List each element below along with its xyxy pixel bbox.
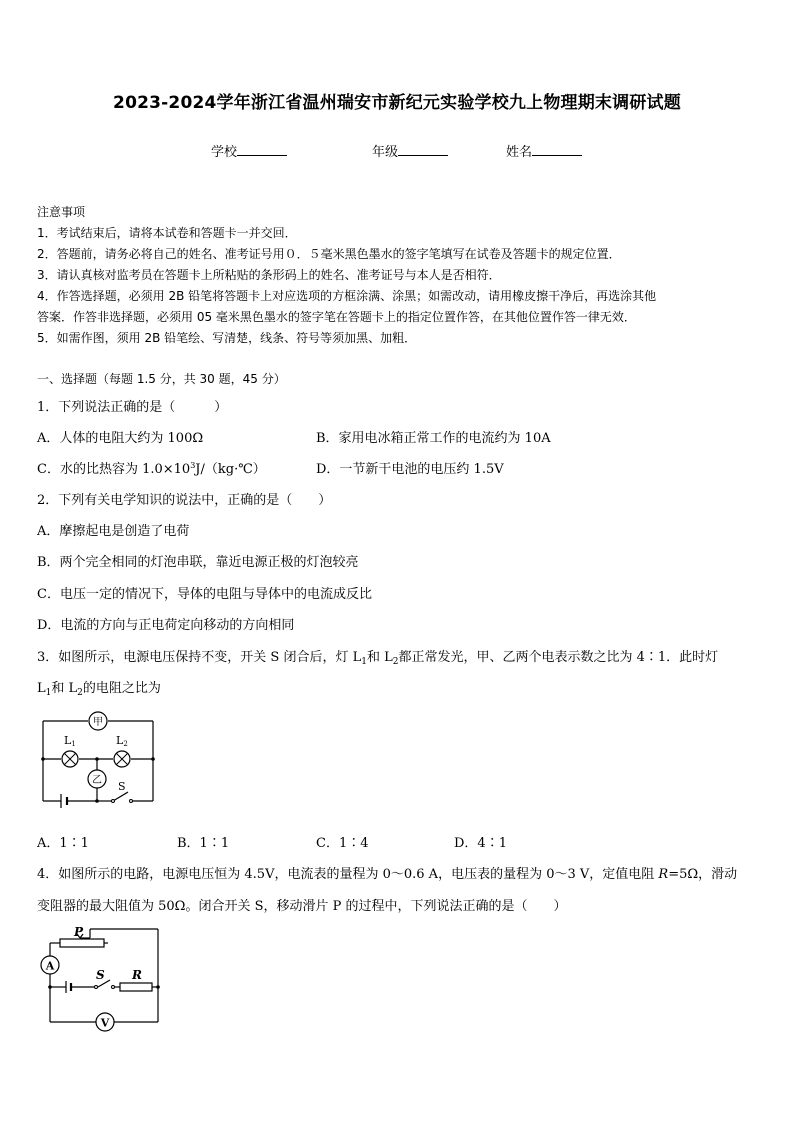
resistor-icon [120, 983, 152, 991]
lamp-l1-icon [62, 751, 78, 767]
q3-circuit-diagram [36, 708, 161, 808]
school-blank[interactable] [237, 143, 287, 156]
slider-label: P [74, 925, 84, 939]
grade-blank[interactable] [398, 143, 448, 156]
q3-option-c[interactable]: C．1∶4 [316, 836, 369, 851]
q3-stem-sub: 2 [392, 657, 399, 667]
q2-option-a[interactable]: A．摩擦起电是创造了电荷 [37, 524, 190, 539]
q4-stem-part: 4．如图所示的电路，电源电压恒为 4.5V，电流表的量程为 0～0.6 A，电压表的量程为 0～3 V，定值电阻 [37, 867, 659, 882]
meter-yi-label: 乙 [92, 775, 102, 786]
q1-stem: 1．下列说法正确的是（ ） [37, 400, 228, 415]
notice-item: 3．请认真核对监考员在答题卡上所粘贴的条形码上的姓名、准考证号与本人是否相符． [37, 268, 501, 282]
name-blank[interactable] [532, 143, 582, 156]
q4-stem-line2: 变阻器的最大阻值为 50Ω。闭合开关 S，移动滑片 P 的过程中，下列说法正确的是（ ） [37, 899, 567, 914]
notice-item: 1．考试结束后，请将本试卷和答题卡一并交回． [37, 226, 297, 240]
lamp-l2-icon [114, 751, 130, 767]
ammeter-label: A [45, 959, 55, 973]
q3-stem-sub: 2 [77, 688, 83, 698]
lamp-l2-label: L2 [116, 734, 128, 748]
q4-stem-line1 [37, 863, 737, 882]
grade-field [372, 141, 448, 160]
lamp-l1-label: L1 [64, 734, 76, 748]
q2-option-c[interactable]: C．电压一定的情况下，导体的电阻与导体中的电流成反比 [37, 587, 372, 602]
exam-title: 2023-2024学年浙江省温州瑞安市新纪元实验学校九上物理期末调研试题 [113, 93, 681, 113]
resistor-label: R [132, 968, 142, 982]
rheostat-icon [60, 939, 104, 947]
q3-option-d[interactable]: D．4∶1 [454, 836, 507, 851]
voltmeter-icon [96, 1013, 114, 1031]
battery-icon [66, 981, 71, 993]
notice-item: 答案．作答非选择题，必须用 05 毫米黑色墨水的签字笔在答题卡上的指定位置作答，在其他位置作答一律无效． [37, 310, 636, 324]
switch-label: S [96, 968, 105, 982]
school-field [211, 141, 287, 160]
section-heading: 一、选择题（每题 1.5 分，共 30 题，45 分） [37, 372, 286, 386]
q1-option-c-unit: J/（kg·℃） [195, 462, 266, 477]
name-label: 姓名 [506, 145, 533, 160]
q2-option-b[interactable]: B．两个完全相同的灯泡串联，靠近电源正极的灯泡较亮 [37, 555, 359, 570]
q3-stem-part: 3．如图所示，电源电压保持不变，开关 S 闭合后，灯 L [37, 650, 362, 665]
ammeter-icon [41, 956, 59, 974]
q3-stem-sub: 1 [45, 688, 52, 698]
switch-label: S [118, 780, 126, 793]
q1-option-c-exponent: 3 [190, 461, 196, 470]
voltmeter-label: V [100, 1016, 110, 1030]
q1-option-a[interactable]: A．人体的电阻大约为 100Ω [37, 431, 204, 446]
q4-circuit-diagram [36, 925, 164, 1035]
q3-stem-part: 和 L [51, 681, 78, 696]
q2-option-d[interactable]: D．电流的方向与正电荷定向移动的方向相同 [37, 618, 295, 633]
q1-option-c-text: C．水的比热容为 1.0×10 [37, 462, 191, 477]
q1-option-b[interactable]: B．家用电冰箱正常工作的电流约为 10A [316, 431, 551, 446]
notice-heading: 注意事项 [37, 205, 86, 219]
q2-stem: 2．下列有关电学知识的说法中，正确的是（ ） [37, 493, 332, 508]
q1-option-d[interactable]: D．一节新干电池的电压约 1.5V [316, 462, 504, 477]
meter-jia-label: 甲 [93, 717, 103, 728]
q4-stem-r: R [658, 867, 669, 882]
q3-option-a[interactable]: A．1∶1 [37, 836, 89, 851]
notice-item: 5．如需作图，须用 2B 铅笔绘、写清楚，线条、符号等须加黑、加粗． [37, 331, 417, 345]
meter-jia-icon [89, 712, 107, 730]
q3-stem-part: 的电阻之比为 [82, 681, 161, 696]
notice-item: 4．作答选择题，必须用 2B 铅笔将答题卡上对应选项的方框涂满、涂黑；如需改动，请用橡皮擦干净后，再选涂其他 [37, 289, 657, 303]
name-field [506, 141, 582, 160]
grade-label: 年级 [372, 145, 399, 160]
q3-stem-part: L [37, 681, 46, 696]
q3-stem-sub: 1 [361, 657, 367, 667]
q3-stem-line1 [37, 646, 718, 667]
school-label: 学校 [211, 145, 238, 160]
meter-yi-icon [88, 770, 106, 788]
battery-icon [61, 794, 67, 808]
q4-stem-part: =5Ω，滑动 [668, 867, 738, 882]
q3-stem-part: 都正常发光，甲、乙两个电表示数之比为 4∶1．此时灯 [398, 650, 719, 665]
q3-option-b[interactable]: B．1∶1 [177, 836, 230, 851]
q1-option-c[interactable] [37, 458, 266, 477]
q3-stem-line2 [37, 677, 161, 698]
notice-item: 2．答题前，请务必将自己的姓名、准考证号用０．５毫米黑色墨水的签字笔填写在试卷及答题卡的规定位置． [37, 247, 621, 261]
q3-stem-part: 和 L [366, 650, 393, 665]
